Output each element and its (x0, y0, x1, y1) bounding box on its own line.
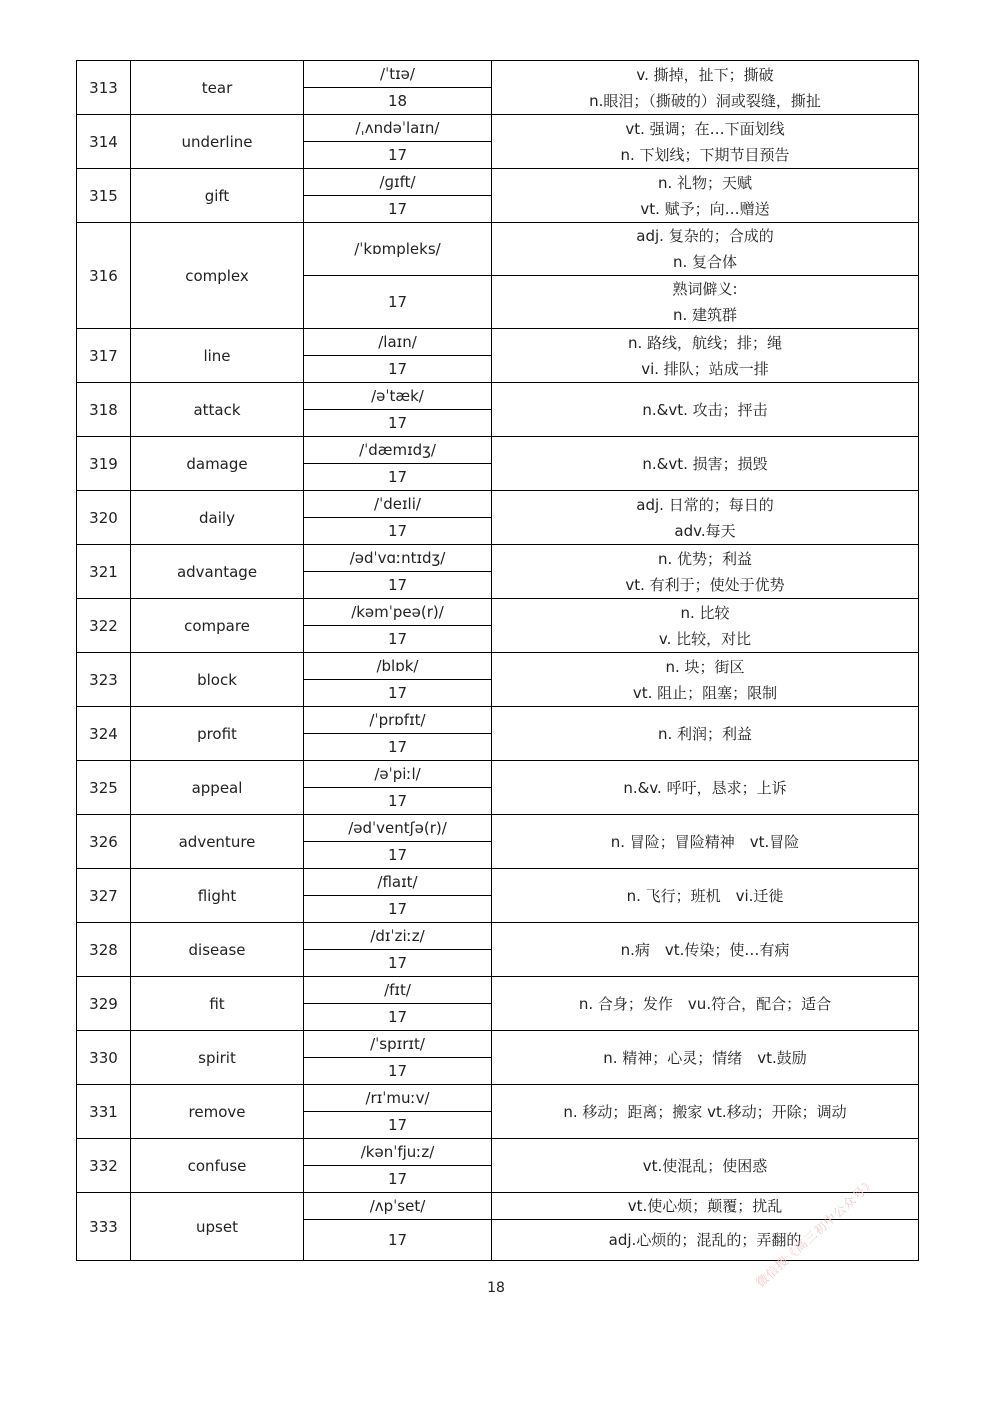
table-row (77, 977, 919, 1004)
meaning-line: n. 路线，航线；排；绳 (627, 333, 783, 352)
phonetic: /ˈtɪə/ (304, 61, 492, 88)
meaning (492, 815, 919, 869)
word: block (131, 653, 304, 707)
word-number: 314 (77, 115, 131, 169)
meaning-line: n. 合身；发作 vu.符合，配合；适合 (578, 994, 832, 1013)
word: attack (131, 383, 304, 437)
word-number: 328 (77, 923, 131, 977)
table-row (77, 169, 919, 196)
meaning-line: n. 建筑群 (672, 306, 738, 324)
watermark: 微信搜《高三初中公众号》 (753, 1175, 879, 1290)
frequency: 17 (304, 842, 492, 869)
word-number: 333 (77, 1193, 131, 1261)
table-row (77, 1085, 919, 1112)
frequency: 17 (304, 1058, 492, 1085)
phonetic: /ˈprɒfɪt/ (304, 707, 492, 734)
meaning-line: n. 复合体 (672, 253, 738, 271)
meaning (492, 761, 919, 815)
table-row (77, 923, 919, 950)
meaning-line: adj. 复杂的；合成的 (636, 227, 774, 245)
word: spirit (131, 1031, 304, 1085)
phonetic: /ˈdæmɪdʒ/ (304, 437, 492, 464)
phonetic: /kənˈfjuːz/ (304, 1139, 492, 1166)
meaning-line: n.&v. 呼吁，恳求；上诉 (623, 778, 787, 797)
word: remove (131, 1085, 304, 1139)
meaning-line: n.病 vt.传染；使…有病 (620, 940, 790, 959)
frequency: 18 (304, 88, 492, 115)
frequency: 17 (304, 142, 492, 169)
word: tear (131, 61, 304, 115)
table-row (77, 761, 919, 788)
table-row (77, 115, 919, 142)
frequency: 17 (304, 680, 492, 707)
meaning (492, 115, 919, 169)
phonetic: /ədˈvɑːntɪdʒ/ (304, 545, 492, 572)
meaning (492, 977, 919, 1031)
table-row (77, 707, 919, 734)
word: advantage (131, 545, 304, 599)
meaning-line: vt.使心烦；颠覆；扰乱 (627, 1197, 783, 1215)
table-row (77, 1193, 919, 1220)
word: disease (131, 923, 304, 977)
frequency: 17 (304, 518, 492, 545)
table-row (77, 1139, 919, 1166)
word: confuse (131, 1139, 304, 1193)
meaning (492, 437, 919, 491)
frequency: 17 (304, 1004, 492, 1031)
phonetic: /dɪˈziːz/ (304, 923, 492, 950)
meaning-line: n. 优势；利益 (657, 549, 753, 568)
frequency: 17 (304, 788, 492, 815)
page-number: 18 (487, 1280, 505, 1296)
word-number: 331 (77, 1085, 131, 1139)
meaning-line: adj.心烦的；混乱的；弄翻的 (608, 1231, 802, 1249)
phonetic: /ədˈventʃə(r)/ (304, 815, 492, 842)
meaning (492, 169, 919, 223)
meaning-line: v. 撕掉，扯下；撕破 (636, 65, 774, 84)
word-number: 329 (77, 977, 131, 1031)
phonetic: /ˈdeɪli/ (304, 491, 492, 518)
word: upset (131, 1193, 304, 1261)
phonetic: /ˌʌndəˈlaɪn/ (304, 115, 492, 142)
word-number: 325 (77, 761, 131, 815)
word: damage (131, 437, 304, 491)
table-row (77, 329, 919, 356)
meaning (492, 1031, 919, 1085)
meaning (492, 491, 919, 545)
phonetic: /ˈspɪrɪt/ (304, 1031, 492, 1058)
vocabulary-table (76, 60, 919, 1261)
meaning-line: n. 移动；距离；搬家 vt.移动；开除；调动 (563, 1102, 847, 1121)
frequency: 17 (304, 1112, 492, 1139)
table-row (77, 383, 919, 410)
word-number: 330 (77, 1031, 131, 1085)
word-number: 326 (77, 815, 131, 869)
phonetic: /blɒk/ (304, 653, 492, 680)
meaning (492, 545, 919, 599)
meaning-line: n. 礼物；天赋 (657, 173, 753, 192)
word: compare (131, 599, 304, 653)
meaning (492, 707, 919, 761)
table-row (77, 1031, 919, 1058)
word: flight (131, 869, 304, 923)
word-number: 316 (77, 223, 131, 329)
word-number: 320 (77, 491, 131, 545)
frequency: 17 (304, 410, 492, 437)
frequency: 17 (304, 626, 492, 653)
meaning (492, 61, 919, 115)
frequency: 17 (304, 1220, 492, 1261)
word-number: 321 (77, 545, 131, 599)
meaning (492, 923, 919, 977)
meaning-line: v. 比较，对比 (658, 629, 752, 648)
word: gift (131, 169, 304, 223)
meaning (492, 1085, 919, 1139)
meaning (492, 1220, 919, 1261)
table-row (77, 545, 919, 572)
meaning-line: vi. 排队；站成一排 (641, 359, 769, 378)
meaning-line: vt. 赋予；向…赠送 (640, 199, 770, 218)
word: underline (131, 115, 304, 169)
table-row (77, 437, 919, 464)
frequency: 17 (304, 896, 492, 923)
phonetic: /əˈtæk/ (304, 383, 492, 410)
word: complex (131, 223, 304, 329)
word-number: 324 (77, 707, 131, 761)
table-row (77, 223, 919, 276)
meaning-line: adj. 日常的；每日的 (636, 495, 774, 514)
word-number: 323 (77, 653, 131, 707)
meaning-line: n.&vt. 攻击；抨击 (642, 400, 768, 419)
word-number: 313 (77, 61, 131, 115)
word: adventure (131, 815, 304, 869)
table-row (77, 815, 919, 842)
meaning-line: n. 冒险；冒险精神 vt.冒险 (610, 832, 800, 851)
meaning-line: vt. 强调；在…下面划线 (625, 119, 785, 138)
meaning (492, 599, 919, 653)
word-number: 317 (77, 329, 131, 383)
meaning (492, 653, 919, 707)
phonetic: /ʌpˈset/ (304, 1193, 492, 1220)
frequency: 17 (304, 1166, 492, 1193)
frequency: 17 (304, 356, 492, 383)
word: profit (131, 707, 304, 761)
meaning-line: n.眼泪；（撕破的）洞或裂缝，撕扯 (589, 91, 821, 110)
word: appeal (131, 761, 304, 815)
table-row (77, 599, 919, 626)
meaning-line: n. 精神；心灵；情绪 vt.鼓励 (603, 1048, 807, 1067)
frequency: 17 (304, 276, 492, 329)
word-number: 319 (77, 437, 131, 491)
phonetic: /ɡɪft/ (304, 169, 492, 196)
phonetic: /rɪˈmuːv/ (304, 1085, 492, 1112)
meaning-line: vt.使混乱；使困惑 (642, 1156, 768, 1175)
meaning-line: n. 比较 (680, 603, 730, 622)
word: fit (131, 977, 304, 1031)
word-number: 315 (77, 169, 131, 223)
meaning-line: vt. 有利于；使处于优势 (625, 575, 785, 594)
meaning-line: n. 下划线；下期节目预告 (620, 145, 790, 164)
meaning-line: 熟词僻义: (672, 280, 738, 298)
meaning-line: vt. 阻止；阻塞；限制 (632, 683, 778, 702)
meaning (492, 276, 919, 329)
frequency: 17 (304, 950, 492, 977)
meaning (492, 869, 919, 923)
phonetic: /əˈpiːl/ (304, 761, 492, 788)
table-row (77, 491, 919, 518)
meaning-line: n. 利润；利益 (657, 724, 753, 743)
meaning (492, 383, 919, 437)
frequency: 17 (304, 464, 492, 491)
frequency: 17 (304, 196, 492, 223)
meaning (492, 329, 919, 383)
word-number: 332 (77, 1139, 131, 1193)
word-number: 327 (77, 869, 131, 923)
meaning-line: n.&vt. 损害；损毁 (642, 454, 768, 473)
table-row (77, 869, 919, 896)
word-number: 318 (77, 383, 131, 437)
meaning-line: adv.每天 (674, 521, 736, 540)
word: line (131, 329, 304, 383)
phonetic: /fɪt/ (304, 977, 492, 1004)
phonetic: /ˈkɒmpleks/ (304, 223, 492, 276)
frequency: 17 (304, 572, 492, 599)
phonetic: /kəmˈpeə(r)/ (304, 599, 492, 626)
meaning-line: n. 块；街区 (665, 657, 745, 676)
word: daily (131, 491, 304, 545)
phonetic: /laɪn/ (304, 329, 492, 356)
table-row (77, 61, 919, 88)
frequency: 17 (304, 734, 492, 761)
table-row (77, 653, 919, 680)
meaning-line: n. 飞行；班机 vi.迁徙 (626, 886, 784, 905)
meaning (492, 223, 919, 276)
phonetic: /flaɪt/ (304, 869, 492, 896)
word-number: 322 (77, 599, 131, 653)
